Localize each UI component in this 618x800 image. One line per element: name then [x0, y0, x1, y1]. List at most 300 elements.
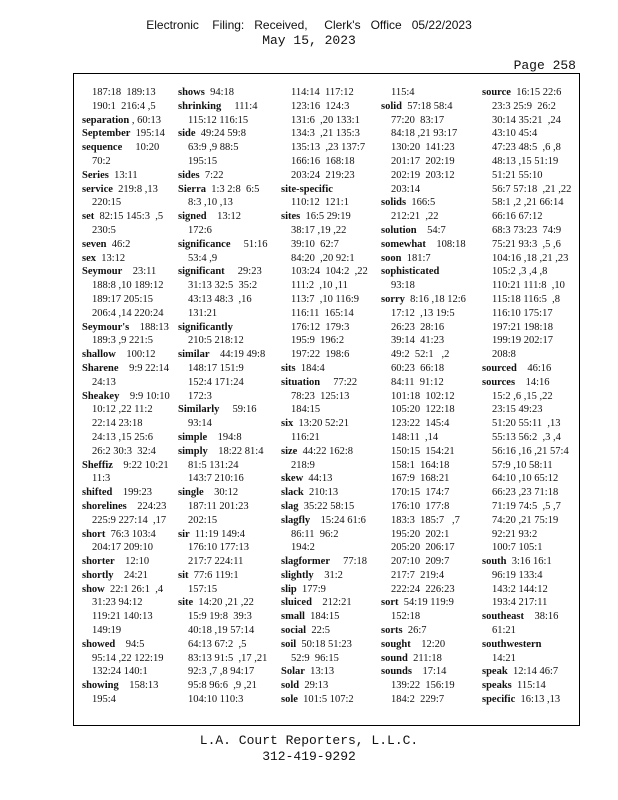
index-headword: site-specific [281, 183, 333, 195]
index-headword: sought [381, 638, 411, 650]
index-entry-continuation [178, 652, 276, 666]
index-headword: sort [381, 597, 399, 609]
index-headword: Sharene [82, 362, 119, 374]
index-page-refs: 187:11 201:23 [188, 500, 249, 512]
index-page-refs: 54:7 [416, 224, 446, 236]
index-page-refs: 16:15 22:6 [510, 87, 562, 98]
index-page-refs: 95:14 ,22 122:19 [92, 652, 164, 664]
index-page-refs: 70:2 [92, 155, 111, 167]
index-page-refs: 38:16 [524, 611, 559, 623]
index-page-refs: 194:8 [207, 431, 242, 443]
index-entry [178, 169, 276, 183]
index-headword: shifted [82, 487, 113, 499]
index-headword: southeast [482, 611, 525, 623]
index-page-refs: 123:22 145:4 [391, 418, 450, 430]
index-page-refs: 148:17 151:9 [188, 362, 244, 374]
index-headword: slack [281, 487, 304, 499]
index-headword: south [482, 556, 507, 568]
index-page-refs: 208:8 [492, 349, 516, 361]
index-page-refs: 217:7 224:11 [188, 556, 244, 568]
index-entry-continuation [178, 293, 276, 307]
index-entry-continuation [82, 155, 180, 169]
index-entry-continuation [178, 624, 276, 638]
index-entry [482, 679, 580, 693]
index-entry [281, 624, 379, 638]
index-page-refs: 57:9 ,10 58:11 [492, 459, 553, 471]
index-page-refs: 110:12 121:1 [291, 197, 349, 209]
index-page-refs: 152:4 171:24 [188, 376, 244, 388]
index-page-refs: 63:9 ,9 88:5 [188, 142, 239, 154]
index-entry [381, 100, 479, 114]
index-entry-continuation [281, 307, 379, 321]
index-page-refs: 51:20 55:11 ,13 [492, 418, 561, 430]
index-page-refs: 115:4 [391, 87, 415, 98]
index-page-refs: 94:5 [115, 638, 145, 650]
index-entry-continuation [178, 252, 276, 266]
index-entry [178, 321, 276, 335]
index-page-refs: 188:8 ,10 189:12 [92, 280, 164, 292]
index-entry-continuation [178, 141, 276, 155]
index-headword: sides [178, 169, 200, 181]
index-headword: slagfly [281, 514, 311, 526]
index-page-refs: 114:14 117:12 [291, 87, 354, 98]
index-page-refs: 172:3 [188, 390, 212, 402]
index-entry-continuation [381, 307, 479, 321]
index-headword: sophisticated [381, 266, 440, 278]
index-page-refs: 55:13 56:2 ,3 ,4 [492, 431, 561, 443]
index-entry-continuation [381, 472, 479, 486]
index-entry-continuation [178, 334, 276, 348]
index-entry-continuation [281, 348, 379, 362]
index-entry-continuation [482, 569, 580, 583]
index-page-refs: 31:13 32:5 35:2 [188, 280, 258, 292]
index-headword: Seymour [82, 266, 123, 278]
index-entry [281, 183, 379, 197]
index-page-refs: 195:4 [92, 694, 116, 706]
index-page-refs: 219:8 ,13 [112, 183, 158, 195]
index-page-refs: 8:16 ,18 12:6 [404, 293, 466, 305]
index-headword: significant [178, 266, 225, 278]
index-entry-continuation [381, 417, 479, 431]
transcript-date: May 15, 2023 [262, 33, 356, 48]
index-page-refs: 44:19 49:8 [209, 349, 266, 361]
index-page-refs: 131:21 [188, 307, 218, 319]
index-entry-continuation [82, 514, 180, 528]
index-entry-continuation [82, 279, 180, 293]
index-page-refs: 194:2 [291, 542, 315, 554]
index-page-refs: 60:23 66:18 [391, 362, 445, 374]
index-headword: signed [178, 211, 207, 223]
index-page-refs: 202:19 203:12 [391, 169, 455, 181]
index-entry-continuation [381, 210, 479, 224]
index-page-refs: 184:15 [304, 611, 340, 623]
index-headword: solid [381, 100, 403, 112]
index-headword: sluiced [281, 597, 312, 609]
index-entry-continuation [381, 279, 479, 293]
index-page-refs: 157:15 [188, 583, 218, 595]
index-headword: sold [281, 680, 300, 692]
index-entry [178, 348, 276, 362]
index-page-refs: 92:21 93:2 [492, 528, 538, 540]
index-entry [178, 100, 276, 114]
index-entry [82, 679, 180, 693]
index-page-refs: 83:13 91:5 ,17 ,21 [188, 652, 268, 664]
index-entry [281, 362, 379, 376]
index-page-refs: 12:14 46:7 [507, 666, 559, 678]
index-page-refs: 18:22 81:4 [207, 445, 264, 457]
index-page-refs: 105:2 ,3 ,4 ,8 [492, 266, 548, 278]
index-page-refs: 23:11 [122, 266, 157, 278]
index-entry [381, 596, 479, 610]
index-page-refs: 11:3 [92, 473, 111, 485]
index-entry [482, 665, 580, 679]
index-page-refs: 195:20 202:1 [391, 528, 450, 540]
index-entry-continuation [82, 196, 180, 210]
index-entry-continuation [482, 541, 580, 555]
index-entry-continuation [381, 541, 479, 555]
index-headword: Sheffiz [82, 459, 113, 471]
index-page-refs: 93:14 [188, 418, 212, 430]
index-entry-continuation [381, 431, 479, 445]
index-entry-continuation [82, 610, 180, 624]
index-entry-continuation [482, 265, 580, 279]
index-entry-continuation [178, 376, 276, 390]
index-entry-continuation [482, 127, 580, 141]
index-page-refs: 210:5 218:12 [188, 335, 244, 347]
index-page-refs: 22:1 26:1 ,4 [104, 583, 164, 595]
index-headword: showed [82, 638, 116, 650]
index-page-refs: 115:18 116:5 ,8 [492, 293, 561, 305]
filing-stamp-line: Electronic Filing: Received, Clerk's Office 05/22/2023 [146, 18, 472, 32]
index-entry-continuation [82, 293, 180, 307]
index-entry [281, 417, 379, 431]
index-page-refs: 101:5 107:2 [297, 694, 354, 706]
index-page-refs: 183:3 185:7 ,7 [391, 514, 460, 526]
index-entry [482, 693, 580, 707]
index-page-refs: 66:23 ,23 71:18 [492, 487, 559, 499]
index-entry [178, 596, 276, 610]
index-entry-continuation [178, 307, 276, 321]
index-entry [178, 431, 276, 445]
index-entry [281, 500, 379, 514]
index-page-refs: 115:12 116:15 [188, 114, 249, 126]
index-entry-continuation [482, 252, 580, 266]
index-headword: southwestern [482, 638, 542, 650]
index-column-2 [178, 86, 276, 707]
index-page-refs: 116:21 [291, 431, 320, 443]
index-entry-continuation [482, 445, 580, 459]
index-page-refs: 23:3 25:9 26:2 [492, 100, 556, 112]
index-entry [281, 679, 379, 693]
index-headword: size [281, 445, 298, 457]
index-page-refs: 177:9 [296, 583, 326, 595]
index-page-refs: 12:10 [114, 556, 150, 568]
index-page-refs: 10:12 ,22 11:2 [92, 404, 153, 416]
index-headword: sound [381, 652, 408, 664]
index-page-refs: 11:19 149:4 [189, 528, 245, 540]
index-entry [281, 638, 379, 652]
index-page-refs: 220:15 [92, 197, 122, 209]
index-page-refs: 77:18 [329, 556, 368, 568]
index-page-refs: 47:23 48:5 ,6 ,8 [492, 142, 561, 154]
index-entry-continuation [381, 403, 479, 417]
index-page-refs: 53:4 ,9 [188, 252, 218, 264]
index-entry-continuation [178, 679, 276, 693]
index-entry [482, 638, 580, 652]
index-entry-continuation [381, 86, 479, 100]
index-page-refs: 202:15 [188, 514, 218, 526]
index-page-refs: 77:6 119:1 [188, 569, 239, 581]
index-page-refs: 100:7 105:1 [492, 542, 543, 554]
index-entry-continuation [482, 321, 580, 335]
index-page-refs: 217:7 219:4 [391, 569, 445, 581]
index-page-refs: 184:4 [295, 362, 325, 374]
index-entry [381, 196, 479, 210]
index-page-refs: 190:1 216:4 ,5 [92, 100, 156, 112]
index-entry-continuation [281, 528, 379, 542]
index-headword: seven [82, 238, 107, 250]
index-entry-continuation [381, 445, 479, 459]
index-headword: shows [178, 87, 205, 98]
index-page-refs: 104:10 110:3 [188, 694, 244, 706]
index-page-refs: 176:12 179:3 [291, 321, 350, 333]
index-entry-continuation [281, 238, 379, 252]
index-headword: sir [178, 528, 190, 540]
index-page-refs: 193:4 217:11 [492, 597, 548, 609]
index-page-refs: 48:13 ,15 51:19 [492, 155, 559, 167]
index-page-refs: 218:9 [291, 459, 315, 471]
index-page-refs: 78:23 125:13 [291, 390, 350, 402]
index-entry-continuation [381, 555, 479, 569]
index-page-refs: 30:14 35:21 ,24 [492, 114, 561, 126]
index-headword: single [178, 487, 204, 499]
index-page-refs: 92:3 ,7 ,8 94:17 [188, 666, 255, 678]
index-headword: sounds [381, 666, 412, 678]
index-page-refs: 39:10 62:7 [291, 238, 339, 250]
index-entry-continuation [82, 86, 180, 100]
index-entry-continuation [82, 431, 180, 445]
index-column-4 [381, 86, 479, 707]
index-headword: slightly [281, 569, 314, 581]
index-entry-continuation [281, 403, 379, 417]
index-headword: short [82, 528, 106, 540]
index-entry [82, 141, 180, 155]
index-page-refs: 184:15 [291, 404, 321, 416]
index-entry [82, 252, 180, 266]
index-page-refs: 172:6 [188, 224, 212, 236]
index-page-refs: 100:12 [115, 349, 156, 361]
index-headword: Sheakey [82, 390, 120, 402]
index-page-refs: 17:12 ,13 19:5 [391, 307, 455, 319]
index-headword: slag [281, 500, 299, 512]
index-entry-continuation [381, 334, 479, 348]
index-headword: sequence [82, 142, 123, 154]
index-entry [281, 596, 379, 610]
index-entry-continuation [82, 376, 180, 390]
index-page-refs: 46:16 [516, 362, 552, 374]
index-entry-continuation [178, 500, 276, 514]
reporter-phone: 312-419-9292 [262, 749, 356, 764]
index-entry [281, 376, 379, 390]
index-page-refs: 195:14 [130, 128, 165, 140]
index-entry-continuation [82, 472, 180, 486]
index-page-refs: 111:2 ,10 ,11 [291, 280, 348, 292]
index-entry-continuation [381, 348, 479, 362]
index-entry-continuation [482, 210, 580, 224]
index-page-refs: 13:20 52:21 [293, 418, 349, 430]
index-page-refs: 206:4 ,14 220:24 [92, 307, 164, 319]
index-page-refs: 195:9 196:2 [291, 335, 345, 347]
index-entry-continuation [381, 141, 479, 155]
index-entry-continuation [482, 596, 580, 610]
index-headword: side [178, 128, 196, 140]
index-page-refs: 212:21 [311, 597, 352, 609]
index-headword: sourced [482, 362, 517, 374]
index-headword: significance [178, 238, 231, 250]
index-page-refs: 51:16 [230, 238, 268, 250]
index-entry [178, 569, 276, 583]
index-page-refs: 49:24 59:8 [195, 128, 246, 140]
index-page-refs: 230:5 [92, 224, 116, 236]
index-page-refs: 10:20 [122, 142, 160, 154]
index-page-refs: 68:3 73:23 74:9 [492, 224, 562, 236]
index-entry-continuation [381, 486, 479, 500]
index-page-refs: 26:2 30:3 32:4 [92, 445, 156, 457]
index-headword: sorts [381, 625, 403, 637]
index-headword: shrinking [178, 100, 222, 112]
index-headword: small [281, 611, 305, 623]
index-headword: shorelines [82, 500, 127, 512]
page-number: Page 258 [513, 58, 576, 73]
index-page-refs: 123:16 124:3 [291, 100, 350, 112]
index-page-refs: 103:24 104:2 ,22 [291, 266, 368, 278]
index-page-refs: 22:5 [306, 625, 331, 637]
index-entry-continuation [482, 390, 580, 404]
index-page-refs: 105:20 122:18 [391, 404, 455, 416]
index-entry-continuation [482, 183, 580, 197]
index-page-refs: 15:2 ,6 ,15 ,22 [492, 390, 553, 402]
index-entry-continuation [482, 348, 580, 362]
index-page-refs: 132:24 140:1 [92, 666, 148, 678]
index-entry [281, 693, 379, 707]
index-page-refs: 211:18 [407, 652, 442, 664]
index-page-refs: 71:19 74:5 ,5 ,7 [492, 500, 561, 512]
index-entry-continuation [281, 431, 379, 445]
index-headword: solids [381, 197, 407, 209]
index-entry [281, 569, 379, 583]
court-reporter-footer [0, 733, 618, 765]
index-entry [82, 638, 180, 652]
index-headword: sorry [381, 293, 405, 305]
index-entry-continuation [82, 100, 180, 114]
index-headword: Sierra [178, 183, 206, 195]
index-entry-continuation [381, 155, 479, 169]
index-entry-continuation [381, 390, 479, 404]
index-entry-continuation [178, 583, 276, 597]
index-entry [381, 652, 479, 666]
index-page-refs: , 60:13 [129, 114, 162, 126]
index-page-refs: 203:24 219:23 [291, 169, 355, 181]
index-entry-continuation [381, 679, 479, 693]
index-headword: Similarly [178, 404, 220, 416]
index-entry [82, 183, 180, 197]
index-page-refs: 199:23 [112, 487, 153, 499]
index-page-refs: 152:18 [391, 611, 421, 623]
index-entry-continuation [82, 541, 180, 555]
index-page-refs: 81:5 131:24 [188, 459, 239, 471]
index-page-refs: 57:18 58:4 [402, 100, 453, 112]
index-headword: sites [281, 211, 301, 223]
word-index-box [73, 73, 580, 726]
index-headword: simply [178, 445, 208, 457]
index-entry [281, 486, 379, 500]
index-entry-continuation [482, 155, 580, 169]
index-headword: Series [82, 169, 109, 181]
index-headword: Seymour's [82, 321, 130, 333]
index-page-refs: 224:23 [126, 500, 167, 512]
index-entry-continuation [381, 693, 479, 707]
index-entry [281, 210, 379, 224]
index-page-refs: 170:15 174:7 [391, 487, 450, 499]
index-page-refs: 58:1 ,2 ,21 66:14 [492, 197, 564, 209]
index-page-refs: 143:7 210:16 [188, 473, 244, 485]
index-entry-continuation [281, 127, 379, 141]
index-page-refs: 158:1 164:18 [391, 459, 450, 471]
index-entry-continuation [178, 390, 276, 404]
index-entry [482, 555, 580, 569]
index-entry [178, 265, 276, 279]
index-headword: September [82, 128, 131, 140]
index-entry [281, 583, 379, 597]
index-entry-continuation [178, 693, 276, 707]
index-page-refs: 199:19 202:17 [492, 335, 553, 347]
index-entry [178, 403, 276, 417]
index-page-refs: 15:24 61:6 [310, 514, 366, 526]
index-headword: sources [482, 376, 516, 388]
index-entry [82, 500, 180, 514]
index-page-refs: 148:11 ,14 [391, 431, 439, 443]
index-page-refs: 95:8 96:6 ,9 ,21 [188, 680, 257, 692]
index-entry-continuation [281, 196, 379, 210]
index-entry [381, 265, 479, 279]
index-page-refs: 52:9 96:15 [291, 652, 339, 664]
index-page-refs: 54:19 119:9 [398, 597, 454, 609]
index-page-refs: 7:22 [199, 169, 224, 181]
index-entry-continuation [482, 500, 580, 514]
index-headword: significantly [178, 321, 233, 333]
index-page-refs: 1:3 2:8 6:5 [206, 183, 260, 195]
index-page-refs: 116:10 175:17 [492, 307, 553, 319]
index-page-refs: 77:20 83:17 [391, 114, 445, 126]
index-page-refs: 56:7 57:18 ,21 ,22 [492, 183, 572, 195]
index-entry [281, 665, 379, 679]
index-entry [482, 362, 580, 376]
index-entry-continuation [381, 459, 479, 473]
index-entry-continuation [281, 86, 379, 100]
index-page-refs: 16:5 29:19 [300, 211, 351, 223]
index-entry-continuation [82, 693, 180, 707]
index-page-refs: 44:13 [303, 473, 333, 485]
index-headword: specific [482, 694, 516, 706]
index-page-refs: 66:16 67:12 [492, 211, 543, 223]
index-page-refs: 115:14 [511, 680, 546, 692]
index-page-refs: 13:13 [304, 666, 335, 678]
index-page-refs: 13:12 [96, 252, 126, 264]
index-page-refs: 44:22 162:8 [297, 445, 354, 457]
index-entry [178, 86, 276, 100]
index-headword: six [281, 418, 294, 430]
index-entry-continuation [381, 169, 479, 183]
